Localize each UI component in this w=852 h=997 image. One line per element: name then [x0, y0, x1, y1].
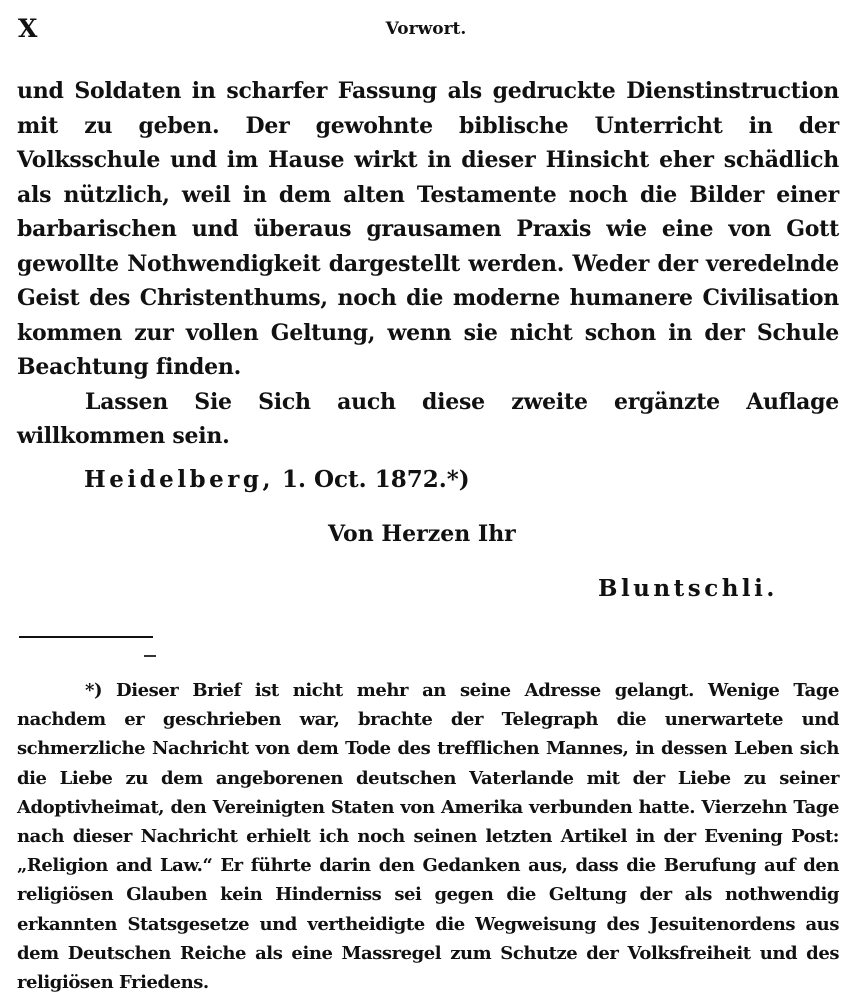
footnote-separator	[19, 636, 153, 638]
footnote	[17, 676, 839, 997]
place-date-line	[84, 466, 470, 493]
letter-date: 1. Oct. 1872.*)	[282, 466, 470, 493]
closing-salutation: Von Herzen Ihr	[328, 521, 516, 547]
page-number: X	[18, 14, 38, 43]
page-header	[16, 14, 836, 48]
running-head: Vorwort.	[385, 19, 467, 39]
main-text	[17, 74, 839, 454]
place-name: Heidelberg,	[84, 466, 274, 493]
signature: Bluntschli.	[598, 575, 778, 602]
footnote-text: *) Dieser Brief ist nicht mehr an seine Adresse gelangt. Wenige Tage nachdem er geschrieben war, brachte der Telegraph die unerwartete und schmerzliche Nachricht von dem Tode des trefflichen Mannes, in dessen Leben sich die Liebe zu dem angeborenen deutschen Vaterlande mit der Liebe zu seiner Adoptivheimat, den Vereinigten Staten von Amerika verbunden hatte. Vierzehn Tage nach dieser Nachricht erhielt ich noch seinen letzten Artikel in der Evening Post: „Religion and Law.“ Er führte darin den Gedanken aus, dass die Berufung auf den religiösen Glauben kein Hinderniss sei gegen die Geltung der als nothwendig erkannten Statsgesetze und vertheidigte die Wegweisung des Jesuitenordens aus dem Deutschen Reiche als eine Massregel zum Schutze der Volksfreiheit und des religiösen Friedens.	[17, 680, 839, 994]
separator-mark	[144, 655, 156, 657]
paragraph-1: und Soldaten in scharfer Fassung als gedruckte Dienstinstruction mit zu geben. Der gewohnte biblische Unterricht in der Volksschule und im Hause wirkt in dieser Hinsicht eher schädlich als nützlich, weil in dem alten Testamente noch die Bilder einer barbarischen und überaus grausamen Praxis wie eine von Gott gewollte Nothwendigkeit dargestellt werden. Weder der veredelnde Geist des Christenthums, noch die moderne humanere Civilisation kommen zur vollen Geltung, wenn sie nicht schon in der Schule Beachtung finden.	[17, 78, 839, 380]
paragraph-2: Lassen Sie Sich auch diese zweite ergänzte Auflage willkommen sein.	[17, 388, 839, 449]
